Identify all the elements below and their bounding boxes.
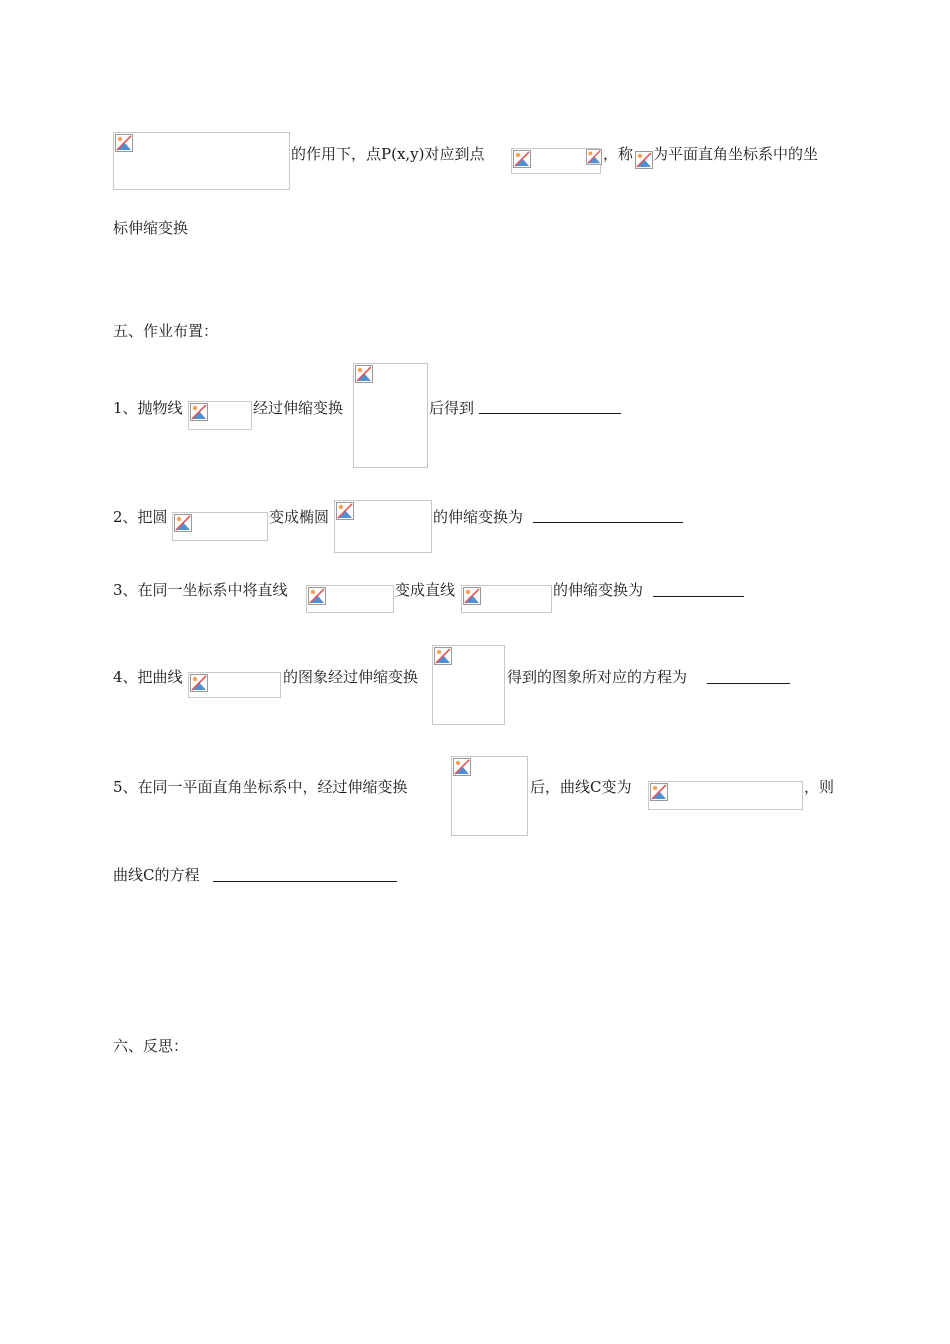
answer-blank[interactable] bbox=[213, 881, 397, 882]
answer-blank[interactable] bbox=[479, 413, 621, 414]
q4-text-a: 4、把曲线 bbox=[113, 668, 183, 686]
q3-text-c: 的伸缩变换为 bbox=[553, 581, 644, 599]
formula-image bbox=[113, 132, 290, 190]
definition-text-1: 的作用下，点P(x,y)对应到点 bbox=[291, 145, 485, 163]
definition-text-2: ，称 bbox=[603, 145, 634, 163]
formula-image bbox=[188, 401, 252, 430]
broken-image-icon bbox=[463, 587, 481, 605]
broken-image-icon bbox=[115, 134, 133, 152]
q2-text-c: 的伸缩变换为 bbox=[433, 508, 524, 526]
section-heading-homework: 五、作业布置： bbox=[113, 322, 219, 340]
formula-image bbox=[172, 512, 268, 541]
definition-text-3: 为平面直角坐标系中的坐 bbox=[653, 145, 819, 163]
broken-image-icon bbox=[174, 514, 192, 532]
formula-image bbox=[334, 500, 432, 553]
formula-image bbox=[306, 585, 394, 613]
broken-image-icon bbox=[453, 758, 471, 776]
formula-image bbox=[432, 645, 505, 725]
broken-image-icon bbox=[308, 587, 326, 605]
q2-text-b: 变成椭圆 bbox=[269, 508, 330, 526]
q1-text-b: 经过伸缩变换 bbox=[253, 399, 344, 417]
q3-text-a: 3、在同一坐标系中将直线 bbox=[113, 581, 288, 599]
section-heading-reflection: 六、反思： bbox=[113, 1037, 189, 1055]
q2-text-a: 2、把圆 bbox=[113, 508, 168, 526]
formula-image bbox=[353, 363, 428, 468]
broken-image-icon bbox=[635, 151, 653, 169]
q5-text-c: ，则 bbox=[804, 778, 835, 796]
broken-image-icon bbox=[586, 149, 602, 165]
q5-text-a: 5、在同一平面直角坐标系中，经过伸缩变换 bbox=[113, 778, 408, 796]
answer-blank[interactable] bbox=[707, 683, 790, 684]
broken-image-icon bbox=[336, 502, 354, 520]
formula-image bbox=[648, 781, 803, 810]
q5-text-d: 曲线C的方程 bbox=[113, 866, 200, 884]
broken-image-icon bbox=[434, 647, 452, 665]
q5-text-b: 后，曲线C变为 bbox=[530, 778, 632, 796]
broken-image-icon bbox=[355, 365, 373, 383]
formula-image bbox=[461, 585, 552, 613]
formula-image bbox=[451, 756, 528, 836]
q4-text-b: 的图象经过伸缩变换 bbox=[283, 668, 419, 686]
answer-blank[interactable] bbox=[653, 596, 744, 597]
broken-image-icon bbox=[190, 674, 208, 692]
definition-text-4: 标伸缩变换 bbox=[113, 219, 189, 237]
broken-image-icon bbox=[513, 150, 531, 168]
broken-image-icon bbox=[190, 403, 208, 421]
broken-image-icon bbox=[650, 783, 668, 801]
q3-text-b: 变成直线 bbox=[395, 581, 456, 599]
q4-text-c: 得到的图象所对应的方程为 bbox=[507, 668, 688, 686]
answer-blank[interactable] bbox=[533, 522, 683, 523]
q1-text-c: 后得到 bbox=[429, 399, 475, 417]
q1-text-a: 1、抛物线 bbox=[113, 399, 183, 417]
formula-image bbox=[188, 672, 281, 698]
